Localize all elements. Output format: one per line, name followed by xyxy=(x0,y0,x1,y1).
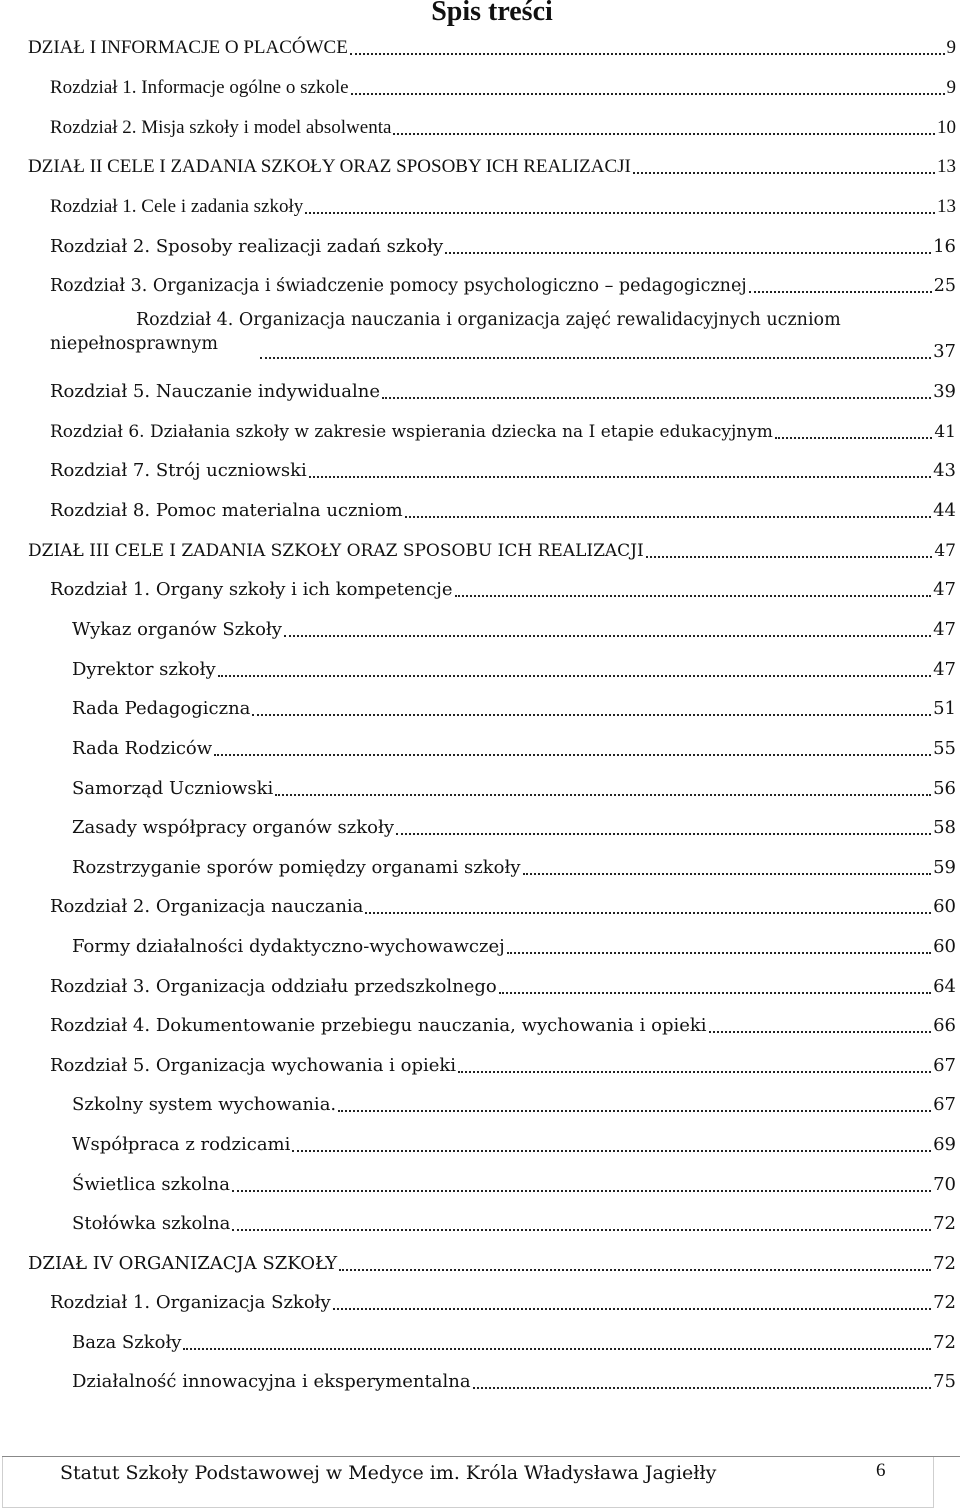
toc-entry-title: Samorząd Uczniowski xyxy=(72,778,274,799)
toc-leader-dots xyxy=(232,1227,931,1231)
toc-entry[interactable] xyxy=(72,691,956,721)
toc-leader-dots xyxy=(232,1188,931,1192)
toc-entry-page: 9 xyxy=(946,77,956,98)
toc-entry-page: 60 xyxy=(933,936,956,957)
toc-entry-title: Rozdział 2. Organizacja nauczania xyxy=(50,896,364,917)
toc-entry-title: Rozdział 7. Strój uczniowski xyxy=(50,460,307,481)
toc-entry[interactable] xyxy=(50,493,956,523)
toc-leader-dots xyxy=(445,250,931,254)
toc-entry-page: 9 xyxy=(946,37,956,58)
toc-entry[interactable] xyxy=(72,929,956,959)
toc-entry-page: 56 xyxy=(933,778,956,799)
toc-entry-page: 60 xyxy=(933,896,956,917)
toc-entry-title: Rozdział 4. Dokumentowanie przebiegu nauczania, wychowania i opieki xyxy=(50,1015,707,1036)
toc-leader-dots xyxy=(284,633,931,637)
toc-entry[interactable] xyxy=(50,414,956,444)
toc-leader-dots xyxy=(339,1267,931,1271)
toc-leader-dots xyxy=(749,289,932,293)
toc-entry-title: Rozdział 3. Organizacja oddziału przedszkolnego xyxy=(50,976,497,997)
toc-entry-title: Baza Szkoły xyxy=(72,1332,182,1353)
toc-entry[interactable] xyxy=(50,889,956,919)
toc-entry-page: 25 xyxy=(933,276,956,296)
toc-leader-dots xyxy=(473,1385,932,1389)
toc-entry-title: Wykaz organów Szkoły xyxy=(72,619,282,640)
toc-entry[interactable] xyxy=(72,1087,956,1117)
toc-entry-title-line2: niepełnosprawnym xyxy=(50,334,218,354)
toc-entry-page: 41 xyxy=(934,422,956,442)
toc-leader-dots xyxy=(499,990,931,994)
toc-leader-dots xyxy=(309,474,931,478)
toc-entry-title: Rozdział 2. Sposoby realizacji zadań szkoły xyxy=(50,236,444,257)
toc-entry-page: 13 xyxy=(937,196,956,217)
toc-entry[interactable] xyxy=(28,30,956,60)
toc-entry-page: 58 xyxy=(933,817,956,838)
toc-leader-dots xyxy=(333,1306,931,1310)
toc-entry[interactable] xyxy=(50,268,956,298)
toc-entry-title: Zasady współpracy organów szkoły xyxy=(72,817,395,838)
toc-leader-dots xyxy=(455,593,932,597)
toc-leader-dots xyxy=(523,871,932,875)
toc-entry-title: Współpraca z rodzicami xyxy=(72,1134,291,1155)
toc-entry-title: Rozdział 5. Organizacja wychowania i opieki xyxy=(50,1055,457,1076)
toc-leader-dots xyxy=(396,831,931,835)
page-title: Spis treści xyxy=(431,0,553,27)
toc-entry-page: 10 xyxy=(937,117,956,138)
toc-entry-page: 70 xyxy=(933,1174,956,1195)
toc-entry[interactable] xyxy=(72,771,956,801)
toc-entry-page: 64 xyxy=(933,976,956,997)
toc-entry-title: Formy działalności dydaktyczno-wychowawczej xyxy=(72,936,505,957)
toc-entry[interactable] xyxy=(50,453,956,483)
toc-entry-page: 72 xyxy=(933,1213,956,1234)
toc-leader-dots xyxy=(458,1069,931,1073)
toc-entry-page: 72 xyxy=(933,1253,956,1274)
toc-entry[interactable] xyxy=(50,229,956,259)
toc-entry-page: 67 xyxy=(933,1055,956,1076)
toc-entry-title: DZIAŁ I INFORMACJE O PLACÓWCE xyxy=(28,37,348,58)
toc-leader-dots xyxy=(305,210,935,214)
toc-entry-page: 47 xyxy=(934,541,956,561)
toc-leader-dots xyxy=(365,910,931,914)
toc-entry-title: Rada Pedagogiczna xyxy=(72,698,251,719)
toc-leader-dots xyxy=(183,1346,931,1350)
toc-entry[interactable] xyxy=(50,1285,956,1315)
toc-entry[interactable] xyxy=(50,189,956,219)
toc-entry-page: 67 xyxy=(933,1094,956,1115)
toc-leader-dots xyxy=(350,51,945,55)
toc-entry-page: 59 xyxy=(933,857,956,878)
toc-entry-page: 69 xyxy=(933,1134,956,1155)
toc-leader-dots xyxy=(351,91,945,95)
toc-entry-title: Działalność innowacyjna i eksperymentalna xyxy=(72,1371,471,1392)
toc-entry-title: Rada Rodziców xyxy=(72,738,213,759)
footer-text: Statut Szkoły Podstawowej w Medyce im. Króla Władysława Jagiełły xyxy=(60,1462,717,1484)
toc-entry-page: 39 xyxy=(933,381,956,402)
toc-leader-dots xyxy=(292,1148,931,1152)
toc-entry[interactable] xyxy=(50,1048,956,1078)
toc-entry-title: Rozdział 1. Organy szkoły i ich kompetencje xyxy=(50,579,453,600)
toc-leader-dots xyxy=(507,950,931,954)
toc-leader-dots xyxy=(405,514,931,518)
toc-entry-title: Dyrektor szkoły xyxy=(72,659,216,680)
toc-entry-continuation xyxy=(258,334,956,364)
toc-entry-title: DZIAŁ IV ORGANIZACJA SZKOŁY xyxy=(28,1253,338,1274)
toc-entry[interactable] xyxy=(28,149,956,179)
toc-entry[interactable] xyxy=(28,533,956,563)
toc-entry[interactable] xyxy=(72,1325,956,1355)
toc-entry-title: DZIAŁ II CELE I ZADANIA SZKOŁY ORAZ SPOSOBY ICH REALIZACJI xyxy=(28,156,631,177)
toc-entry-title: Rozdział 1. Informacje ogólne o szkole xyxy=(50,77,349,98)
toc-entry[interactable] xyxy=(72,850,956,880)
toc-entry-title: DZIAŁ III CELE I ZADANIA SZKOŁY ORAZ SPOSOBU ICH REALIZACJI xyxy=(28,541,644,561)
toc-entry-page: 72 xyxy=(933,1292,956,1313)
toc-leader-dots xyxy=(214,752,931,756)
toc-entry[interactable] xyxy=(50,572,956,602)
toc-leader-dots xyxy=(709,1029,932,1033)
toc-leader-dots xyxy=(382,395,931,399)
toc-entry-page: 72 xyxy=(933,1332,956,1353)
toc-entry[interactable] xyxy=(72,652,956,682)
toc-leader-dots xyxy=(252,712,931,716)
toc-entry-title: Rozdział 1. Organizacja Szkoły xyxy=(50,1292,331,1313)
toc-leader-dots xyxy=(218,673,931,677)
toc-entry[interactable] xyxy=(72,810,956,840)
toc-entry-page: 37 xyxy=(933,341,956,362)
toc-entry-page: 13 xyxy=(937,156,956,177)
toc-leader-dots xyxy=(260,355,931,359)
toc-leader-dots xyxy=(393,131,935,135)
toc-entry[interactable] xyxy=(50,70,956,100)
toc-entry-page: 44 xyxy=(933,500,956,521)
toc-entry-title: Rozdział 8. Pomoc materialna uczniom xyxy=(50,500,403,521)
toc-entry-page: 55 xyxy=(933,738,956,759)
toc-leader-dots xyxy=(275,792,931,796)
toc-entry-title-line1: Rozdział 4. Organizacja nauczania i organizacja zajęć rewalidacyjnych uczniom xyxy=(136,310,841,330)
toc-entry-title: Szkolny system wychowania. xyxy=(72,1094,337,1115)
toc-entry-title: Rozdział 3. Organizacja i świadczenie pomocy psychologiczno – pedagogicznej xyxy=(50,276,747,296)
toc-leader-dots xyxy=(633,170,935,174)
toc-entry[interactable] xyxy=(50,1008,956,1038)
toc-entry-page: 47 xyxy=(933,659,956,680)
toc-entry-page: 66 xyxy=(933,1015,956,1036)
toc-entry-title: Świetlica szkolna xyxy=(72,1174,230,1195)
toc-entry-page: 47 xyxy=(933,619,956,640)
toc-entry[interactable] xyxy=(50,374,956,404)
toc-entry-page: 16 xyxy=(933,236,956,257)
toc-entry-title: Rozdział 6. Działania szkoły w zakresie wspierania dziecka na I etapie edukacyjnym xyxy=(50,422,773,442)
toc-leader-dots xyxy=(338,1108,931,1112)
toc-entry-page: 75 xyxy=(933,1371,956,1392)
toc-entry[interactable] xyxy=(72,1167,956,1197)
toc-entry[interactable] xyxy=(50,110,956,140)
toc-leader-dots xyxy=(775,435,932,439)
toc-entry[interactable] xyxy=(72,1206,956,1236)
footer-page-number: 6 xyxy=(876,1460,886,1481)
toc-entry[interactable] xyxy=(72,612,956,642)
toc-entry[interactable] xyxy=(28,1246,956,1276)
toc-entry-title: Rozdział 1. Cele i zadania szkoły xyxy=(50,196,304,217)
toc-entry-page: 47 xyxy=(933,579,956,600)
toc-entry-title: Stołówka szkolna xyxy=(72,1213,231,1234)
toc-entry[interactable] xyxy=(72,1127,956,1157)
toc-entry-title: Rozdział 2. Misja szkoły i model absolwenta xyxy=(50,117,392,138)
toc-entry-title: Rozdział 5. Nauczanie indywidualne xyxy=(50,381,380,402)
toc-leader-dots xyxy=(646,554,933,558)
toc-entry[interactable] xyxy=(72,731,956,761)
toc-entry[interactable] xyxy=(72,1364,956,1394)
toc-entry-title: Rozstrzyganie sporów pomiędzy organami szkoły xyxy=(72,857,521,878)
toc-entry[interactable] xyxy=(50,969,956,999)
toc-entry-page: 51 xyxy=(933,698,956,719)
toc-entry-page: 43 xyxy=(933,460,956,481)
